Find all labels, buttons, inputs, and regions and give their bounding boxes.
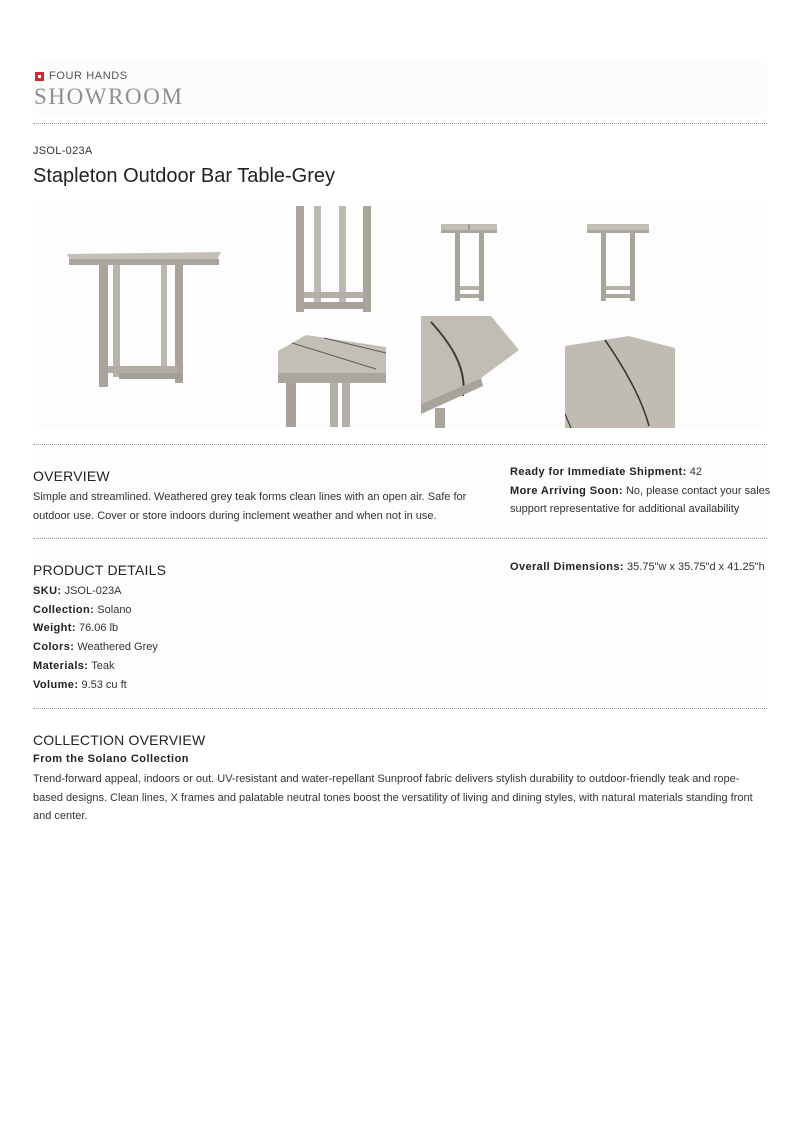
brand-logo-icon [35,72,44,81]
dimensions-row [510,558,772,577]
product-image-surface-detail[interactable] [565,336,675,428]
detail-row-collection [33,601,433,620]
detail-value: Teak [91,659,115,672]
product-image-leg-closeup[interactable] [292,206,374,316]
brand-name: FOUR HANDS [49,70,128,82]
arriving-soon-value: No, please contact your sales support representative for additional availability [510,484,771,516]
detail-row-materials [33,657,433,676]
divider [33,708,767,709]
dimensions-label: Overall Dimensions: [510,561,624,573]
ready-shipment-label: Ready for Immediate Shipment: [510,466,687,478]
detail-value: 9.53 cu ft [81,678,127,691]
product-details-heading: PRODUCT DETAILS [33,562,167,578]
brand-row [35,70,128,82]
product-image-top-corner[interactable] [276,333,388,427]
product-title: Stapleton Outdoor Bar Table-Grey [33,165,336,187]
detail-value: 76.06 lb [79,622,119,635]
detail-value: Solano [97,603,132,616]
detail-label: Collection: [33,603,95,616]
product-sku: JSOL-023A [33,145,93,157]
divider [33,123,767,124]
divider [33,444,767,445]
collection-heading: COLLECTION OVERVIEW [33,732,206,748]
detail-label: Volume: [33,678,79,691]
showroom-title: SHOWROOM [34,84,184,109]
availability-block [510,463,772,519]
product-image-edge-detail[interactable] [421,316,519,428]
overview-text: Simple and streamlined. Weathered grey teak forms clean lines with an open air. Safe for outdoor use. Cover or store indoors during inclement weather and when not in use. [33,491,467,522]
arriving-soon-row [510,482,772,519]
collection-text: Trend-forward appeal, indoors or out. UV-resistant and water-repellant Sunproof fabric delivers stylish durability to outdoor-friendly teak and rope-based designs. Clean lines, X frames and palatable neutral tones boost the versatility of living and dining styles, with natural materials standing front and center. [33,773,753,822]
overview-heading: OVERVIEW [33,468,110,484]
product-image-main[interactable] [33,206,265,428]
detail-label: Colors: [33,641,75,654]
detail-label: SKU: [33,585,62,597]
ready-shipment-row [510,463,772,482]
arriving-soon-label: More Arriving Soon: [510,484,623,497]
product-details-list [33,582,433,694]
dimensions-value: 35.75"w x 35.75"d x 41.25"h [627,561,765,573]
product-image-front[interactable] [439,220,499,304]
ready-shipment-value: 42 [689,466,702,478]
product-gallery [33,206,767,428]
collection-subheading: From the Solano Collection [33,753,190,765]
product-image-side[interactable] [585,220,651,304]
detail-value: Weathered Grey [77,641,158,654]
detail-row-colors [33,638,433,657]
detail-label: Materials: [33,659,89,672]
detail-row-sku [33,582,433,601]
divider [33,538,767,539]
detail-row-volume [33,676,433,695]
detail-value: JSOL-023A [64,585,122,597]
detail-row-weight [33,619,433,638]
detail-label: Weight: [33,622,76,635]
header [33,62,767,118]
